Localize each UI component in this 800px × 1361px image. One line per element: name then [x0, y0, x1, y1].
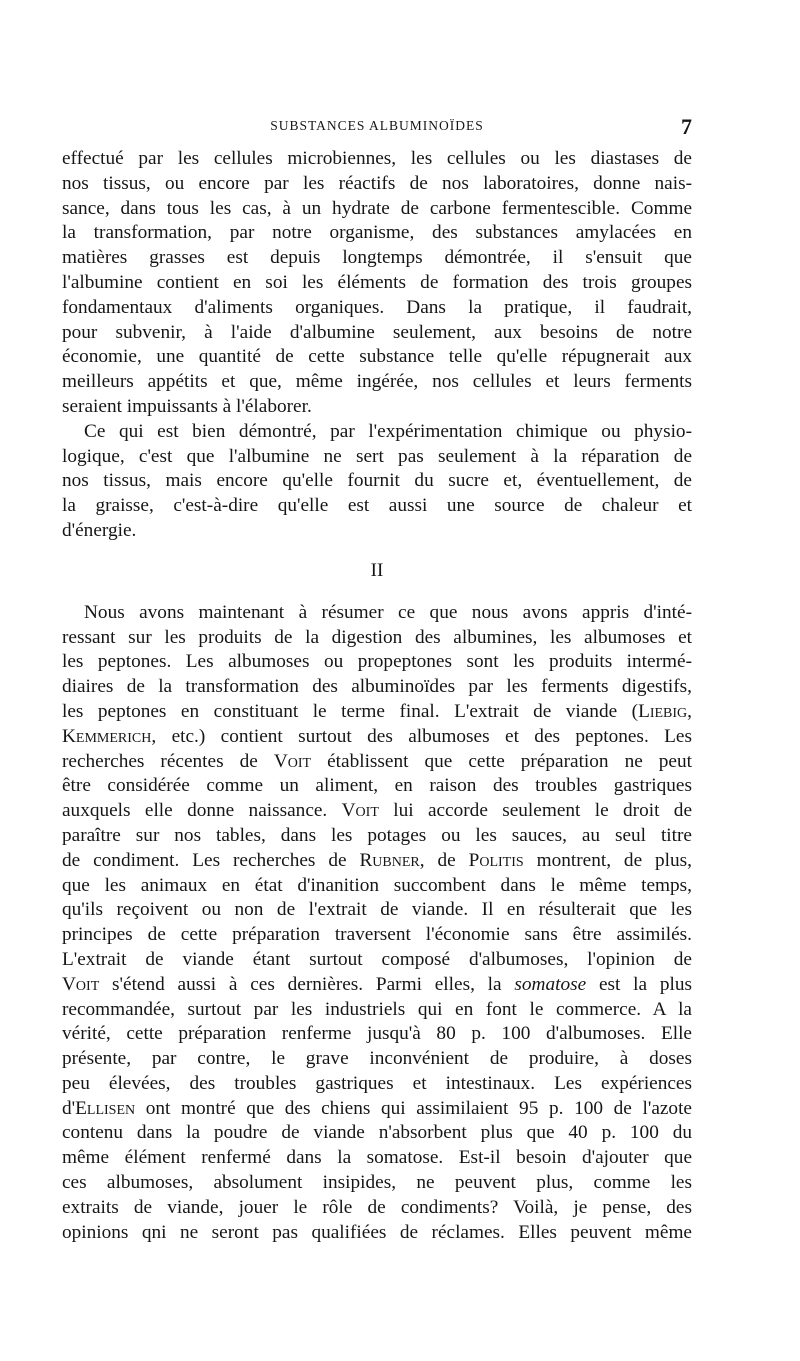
page-number: 7	[681, 114, 692, 139]
text-line: l'albumine contient en soi les éléments de formation des trois groupes	[62, 271, 692, 293]
text-line: contenu dans la poudre de viande n'absorbent plus que 40 p. 100 du	[62, 1122, 692, 1144]
text-line: de condiment. Les recherches de Rubner, de Politis montrent, de plus,	[62, 849, 693, 871]
paragraph-1	[62, 147, 692, 420]
page-body	[62, 147, 692, 1245]
text-line: les peptones en constituant le terme final. L'extrait de viande (Liebig,	[62, 700, 692, 722]
text-line: ces albumoses, absolument insipides, ne peuvent plus, comme les	[62, 1172, 692, 1194]
text-line: extraits de viande, jouer le rôle de condiments? Voilà, je pense, des	[62, 1196, 692, 1218]
text-line: seraient impuissants à l'élaborer.	[62, 395, 312, 417]
running-title: SUBSTANCES ALBUMINOÏDES	[270, 118, 484, 133]
text-line: recommandée, surtout par les industriels qui en font le commerce. A la	[62, 998, 692, 1020]
paragraph-3	[62, 601, 692, 1246]
text-line: nos tissus, ou encore par les réactifs de nos laboratoires, donne nais-	[62, 172, 692, 194]
text-line: effectué par les cellules microbiennes, les cellules ou les diastases de	[62, 148, 692, 169]
text-line: L'extrait de viande étant surtout composé d'albumoses, l'opinion de	[62, 948, 692, 970]
text-line: qu'ils reçoivent ou non de l'extrait de viande. Il en résulterait que les	[62, 899, 692, 921]
text-line: pour subvenir, à l'aide d'albumine seulement, aux besoins de notre	[62, 321, 692, 343]
text-line: nos tissus, mais encore qu'elle fournit du sucre et, éventuellement, de	[62, 470, 692, 492]
text-line: les peptones. Les albumoses ou propeptones sont les produits intermé-	[62, 651, 692, 673]
text-line: Nous avons maintenant à résumer ce que nous avons appris d'inté-	[84, 601, 692, 623]
text-line: la graisse, c'est-à-dire qu'elle est aussi une source de chaleur et	[62, 495, 692, 517]
text-line: ressant sur les produits de la digestion des albumines, les albumoses et	[62, 626, 692, 648]
text-line: auxquels elle donne naissance. Voit lui accorde seulement le droit de	[62, 800, 693, 822]
text-line: vérité, cette préparation renferme jusqu'à 80 p. 100 d'albumoses. Elle	[62, 1023, 692, 1045]
text-line: Kemmerich, etc.) contient surtout des albumoses et des peptones. Les	[62, 725, 692, 747]
section-heading: II	[370, 559, 384, 581]
text-line: Voit s'étend aussi à ces dernières. Parmi elles, la somatose est la plus	[62, 973, 692, 995]
text-line: principes de cette préparation traversent l'économie sans être assimilés.	[62, 924, 692, 946]
text-line: présente, par contre, le grave inconvénient de produire, à doses	[62, 1048, 692, 1070]
text-line: logique, c'est que l'albumine ne sert pas seulement à la réparation de	[62, 445, 692, 467]
text-line: économie, une quantité de cette substance telle qu'elle répugnerait aux	[62, 346, 692, 368]
text-line: paraître sur nos tables, dans les potages ou les sauces, au seul titre	[62, 824, 692, 846]
text-line: être considérée comme un aliment, en raison des troubles gastriques	[62, 775, 692, 797]
text-line: d'énergie.	[62, 519, 137, 541]
text-line: la transformation, par notre organisme, des substances amylacées en	[62, 222, 692, 244]
text-line: matières grasses est depuis longtemps démontrée, il s'ensuit que	[62, 247, 692, 269]
text-line: sance, dans tous les cas, à un hydrate de carbone fermentescible. Comme	[62, 197, 692, 219]
text-line: même élément renfermé dans la somatose. Est-il besoin d'ajouter que	[62, 1147, 692, 1169]
paragraph-2	[62, 420, 692, 544]
text-line: opinions qni ne seront pas qualifiées de réclames. Elles peuvent même	[62, 1221, 692, 1243]
text-line: que les animaux en état d'inanition succombent dans le même temps,	[62, 874, 692, 896]
text-line: diaires de la transformation des albuminoïdes par les ferments digestifs,	[62, 676, 692, 698]
text-line: recherches récentes de Voit établissent que cette préparation ne peut	[62, 750, 692, 772]
text-line: peu élevées, des troubles gastriques et intestinaux. Les expériences	[62, 1072, 692, 1094]
text-line: Ce qui est bien démontré, par l'expérimentation chimique ou physio-	[84, 420, 692, 442]
text-line: fondamentaux d'aliments organiques. Dans la pratique, il faudrait,	[62, 296, 692, 318]
running-head	[62, 114, 692, 138]
text-line: meilleurs appétits et que, même ingérée, nos cellules et leurs ferments	[62, 371, 692, 393]
text-line: d'Ellisen ont montré que des chiens qui assimilaient 95 p. 100 de l'azote	[62, 1097, 692, 1119]
